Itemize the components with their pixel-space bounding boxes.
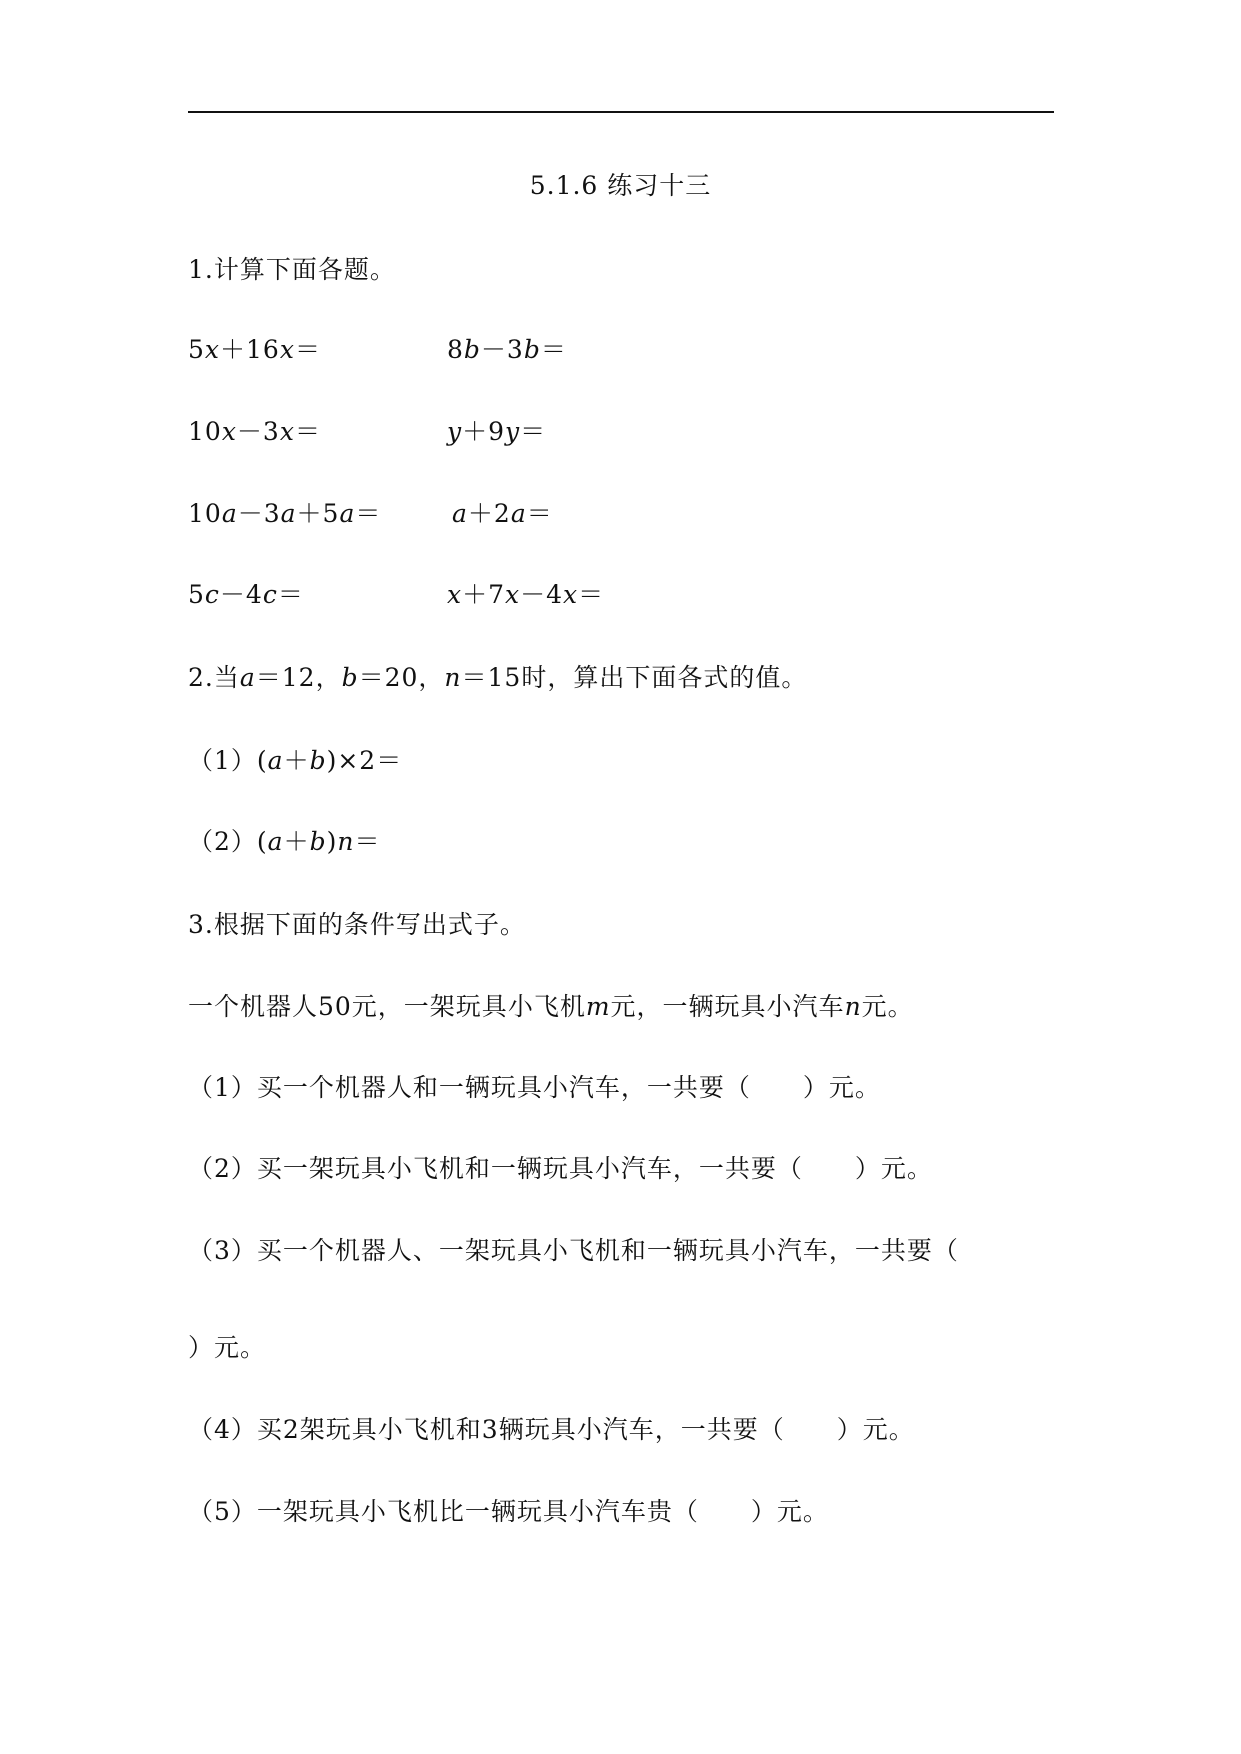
q3-heading: 3.根据下面的条件写出式子。 <box>188 910 526 939</box>
header-rule <box>188 111 1054 113</box>
q1-expr-1-right: 8b－3b＝ <box>447 335 567 364</box>
q1-expr-4-right: x＋7x－4x＝ <box>447 580 605 609</box>
q1-expr-4-left: 5c－4c＝ <box>188 580 304 609</box>
q2-heading: 2.当a＝12，b＝20，n＝15时，算出下面各式的值。 <box>188 663 808 692</box>
q3-item-1: （1）买一个机器人和一辆玩具小汽车，一共要（ ）元。 <box>188 1073 881 1102</box>
q1-expr-3-left: 10a－3a＋5a＝ <box>188 499 382 528</box>
q3-item-2: （2）买一架玩具小飞机和一辆玩具小汽车，一共要（ ）元。 <box>188 1154 933 1183</box>
q1-expr-3-right: a＋2a＝ <box>452 499 553 528</box>
q3-item-4: （4）买2架玩具小飞机和3辆玩具小汽车，一共要（ ）元。 <box>188 1415 915 1444</box>
q3-item-3-continued: ）元。 <box>188 1333 267 1362</box>
q1-expr-1-left: 5x＋16x＝ <box>188 335 321 364</box>
q3-item-3: （3）买一个机器人、一架玩具小飞机和一辆玩具小汽车，一共要（ <box>188 1236 959 1265</box>
q3-condition: 一个机器人50元，一架玩具小飞机m元，一辆玩具小汽车n元。 <box>188 992 914 1021</box>
q1-heading: 1.计算下面各题。 <box>188 255 396 284</box>
q2-item-1: （1）(a＋b)×2＝ <box>188 746 403 775</box>
q3-item-5: （5）一架玩具小飞机比一辆玩具小汽车贵（ ）元。 <box>188 1497 829 1526</box>
page-title: 5.1.6 练习十三 <box>529 171 712 200</box>
q1-expr-2-left: 10x－3x＝ <box>188 417 321 446</box>
q2-item-2: （2）(a＋b)n＝ <box>188 827 381 856</box>
q1-expr-2-right: y＋9y＝ <box>447 417 547 446</box>
